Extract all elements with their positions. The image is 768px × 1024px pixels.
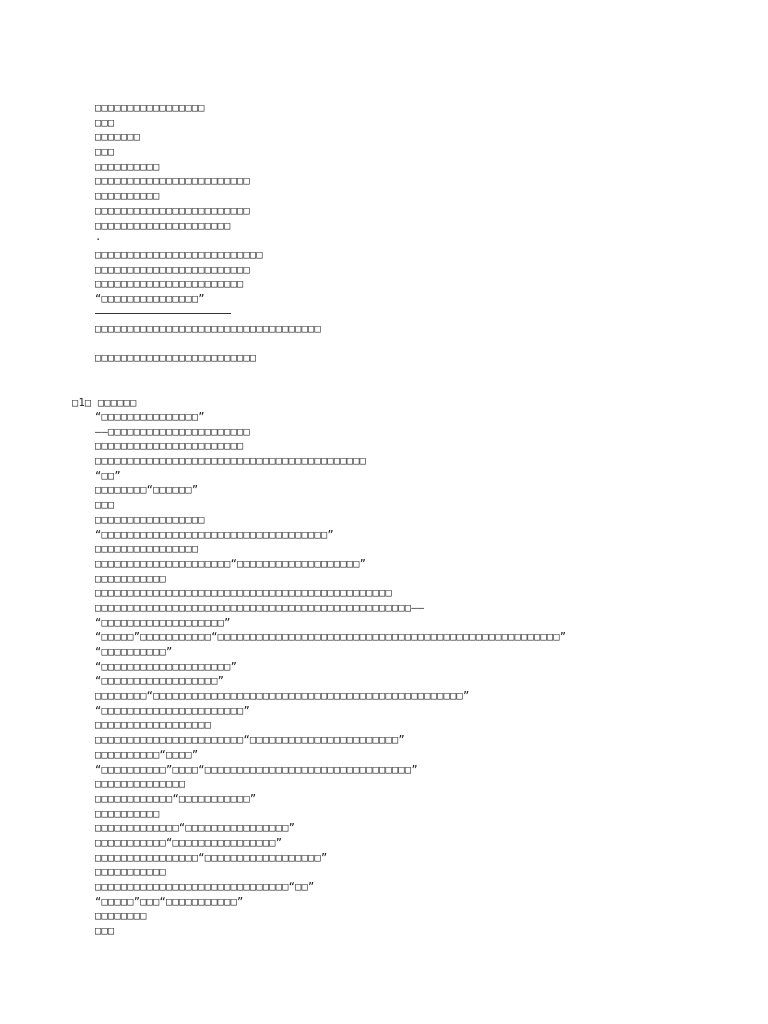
text-line: □□□□□□□□□□□□□□□□□□□□□□□□□□ bbox=[95, 248, 263, 261]
text-line: □□□□□□□□□□ bbox=[95, 190, 160, 203]
text-line: □□□□□□□□□□ bbox=[95, 807, 160, 820]
chapter-heading: □1□ □□□□□□ bbox=[72, 397, 137, 409]
text-line: □□□ bbox=[95, 925, 115, 938]
text-line: □□□□□□□□□□□ bbox=[95, 866, 167, 879]
text-line: □□□□□□□□□□□□□□□□□□□□□□□□□□□□□□□□□□□ bbox=[95, 323, 321, 335]
text-line: □□□□□□□□□□□□□“□□□□□□□□□□□□□□□□” bbox=[95, 822, 296, 835]
text-line: □□□□□□□□□□□□□□□□□ bbox=[95, 513, 205, 526]
text-line: □□□□□□□□□□□□□□□□□□□□□ bbox=[95, 219, 231, 232]
text-line: □□□□□□□□“□□□□□□” bbox=[95, 484, 199, 497]
text-line: □□□□□□□ bbox=[95, 131, 141, 144]
text-line: · bbox=[95, 234, 102, 247]
text-line: ——□□□□□□□□□□□□□□□□□□□□□□ bbox=[95, 425, 250, 438]
text-line: “□□□□□□□□□□□□□□□□□□□□□□□□□□□□□□□□□□□” bbox=[95, 528, 334, 541]
front-matter bbox=[95, 101, 748, 314]
text-line: “□□” bbox=[95, 469, 121, 482]
text-line: □□□□□□□□□□□□□□□□□□□□□“□□□□□□□□□□□□□□□□□□□” bbox=[95, 557, 367, 570]
text-line: “□□□□□”□□□“□□□□□□□□□□□” bbox=[95, 895, 244, 908]
text-line: “□□□□□□□□□□□□□□□” bbox=[95, 292, 205, 305]
text-line: □□□□□□□□□□□□□□□□□□□□□□□□□□□□□□□□□□□□□□□□□□□□□□□□□—— bbox=[95, 601, 425, 614]
text-line: □□□□□□□□ bbox=[95, 910, 147, 923]
text-line: □□□□□□□□□□□□□□□□□□□□□□□□□ bbox=[95, 352, 257, 365]
text-line: □□□□□□□□□□□□□□□□□□□□□□□□□□□□□□□□□□□□□□□□□□ bbox=[95, 455, 367, 468]
text-line: □□□□□□□□□□□□□□□□□□□□□□□“□□□□□□□□□□□□□□□□□□□□□□□” bbox=[95, 734, 405, 747]
text-line: □□□□□□□□□□□□□□□□□□ bbox=[95, 719, 212, 732]
text-line: □□□ bbox=[95, 116, 115, 129]
after-rule-text bbox=[95, 322, 748, 366]
text-line: □□□□□□□□□□□□□□□□□□□□□□□□ bbox=[95, 175, 250, 188]
text-line: “□□□□□”□□□□□□□□□□□“□□□□□□□□□□□□□□□□□□□□□□□□□□□□□□□□□□□□□□□□□□□□□□□□□□□□□” bbox=[95, 631, 567, 644]
text-line: □□□□□□□□□□ bbox=[95, 160, 160, 173]
text-line: □□□□□□□□□□□□□□□□□□□□□□□ bbox=[95, 440, 244, 453]
text-line: □□□ bbox=[95, 499, 115, 512]
text-line: □□□□□□□□□□□□“□□□□□□□□□□□” bbox=[95, 792, 257, 805]
text-line: □□□□□□□□□□□□□□□□□□□□□□□□□□□□□□“□□” bbox=[95, 881, 315, 893]
horizontal-rule bbox=[95, 313, 231, 314]
text-line: “□□□□□□□□□□” bbox=[95, 646, 173, 658]
text-line: □□□□□□□□□□“□□□□” bbox=[95, 748, 199, 761]
text-line: □□□□□□□□□□□□□□□□□□□□□□□□ bbox=[95, 204, 250, 217]
blank-line bbox=[95, 337, 748, 352]
text-line: □□□□□□□□□□□□□□ bbox=[95, 778, 186, 791]
text-line: □□□□□□□□□□□□□□□□□□□□□□□□ bbox=[95, 263, 250, 276]
text-line: □□□ bbox=[95, 146, 115, 159]
text-line: “□□□□□□□□□□□□□□□□□□□” bbox=[95, 616, 231, 629]
text-line: □□□□□□□□□□□□□□□□□□□□□□□ bbox=[95, 278, 244, 291]
text-line: □□□□□□□□□□□□□□□□□□□□□□□□□□□□□□□□□□□□□□□□□□□□□□ bbox=[95, 587, 392, 600]
text-line: □□□□□□□□“□□□□□□□□□□□□□□□□□□□□□□□□□□□□□□□□□□□□□□□□□□□□□□□□” bbox=[95, 690, 470, 703]
text-line: “□□□□□□□□□□□□□□□□□□” bbox=[95, 675, 225, 688]
text-line: “□□□□□□□□□□□□□□□□□□□□□□” bbox=[95, 704, 250, 717]
text-line: □□□□□□□□□□□ bbox=[95, 572, 167, 585]
text-line: “□□□□□□□□□□”□□□□“□□□□□□□□□□□□□□□□□□□□□□□□□□□□□□□□” bbox=[95, 763, 418, 776]
text-line: □□□□□□□□□□□□□□□□ bbox=[95, 543, 199, 556]
text-line: □□□□□□□□□□□□□□□□□ bbox=[95, 102, 205, 114]
text-line: “□□□□□□□□□□□□□□□□□□□□” bbox=[95, 660, 238, 673]
chapter-body bbox=[95, 410, 748, 939]
text-line: □□□□□□□□□□□□□□□□“□□□□□□□□□□□□□□□□□□” bbox=[95, 851, 328, 864]
text-line: “□□□□□□□□□□□□□□□” bbox=[95, 411, 205, 423]
text-line: □□□□□□□□□□□“□□□□□□□□□□□□□□□□” bbox=[95, 836, 283, 849]
